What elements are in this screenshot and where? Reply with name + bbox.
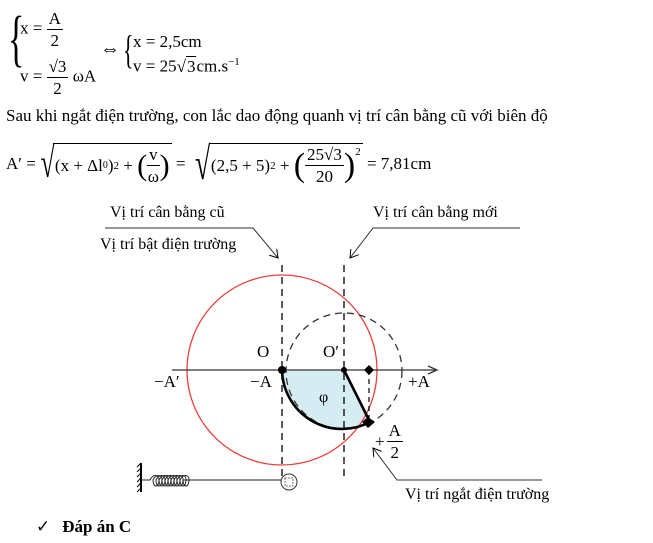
label-new-equilibrium: Vị trí cân bằng mới bbox=[373, 204, 498, 221]
paren-close: ) bbox=[343, 146, 356, 184]
square-2: 2 bbox=[270, 159, 276, 172]
denominator: 20 bbox=[315, 167, 333, 186]
plus: + bbox=[275, 155, 294, 175]
paren-open: ( bbox=[293, 146, 306, 184]
result: = 7,81cm bbox=[362, 154, 432, 173]
mass-ball bbox=[281, 474, 297, 490]
unit: cm.s bbox=[196, 56, 229, 76]
sum-term: (2,5 + 5) bbox=[210, 155, 271, 175]
label-O: O bbox=[257, 342, 270, 361]
paren-close: ) bbox=[159, 148, 170, 182]
denominator: 2 bbox=[53, 79, 62, 98]
label-field-off: Vị trí ngắt điện trường bbox=[405, 486, 550, 503]
numerator: v bbox=[149, 145, 158, 164]
denominator: ω bbox=[147, 167, 159, 186]
point-O-prime bbox=[341, 367, 347, 373]
eq-lhs: v = bbox=[20, 66, 47, 86]
left-brace: { bbox=[8, 5, 25, 73]
eq-lhs: x = bbox=[20, 18, 47, 38]
denominator: 2 bbox=[390, 443, 399, 462]
equivalence-symbol: ⇔ bbox=[100, 38, 120, 60]
numerator: A bbox=[48, 9, 61, 28]
label-pos-A: +A bbox=[408, 372, 430, 391]
omega-A: ωA bbox=[72, 66, 97, 86]
sqrt-sign-2: √ bbox=[194, 138, 210, 189]
eq-x-value: x = 2,5cm bbox=[133, 32, 202, 51]
spring bbox=[141, 476, 281, 487]
label-plus-half-A bbox=[375, 422, 403, 461]
sqrt-sign-1: √ bbox=[40, 141, 55, 187]
right-brace: { bbox=[123, 27, 134, 72]
point-neg-A bbox=[278, 366, 286, 374]
v-prefix: v = 25 bbox=[133, 56, 177, 76]
radicand: 3 bbox=[186, 56, 196, 76]
plus-sign: + bbox=[375, 431, 385, 451]
fraction-A-over-2 bbox=[387, 422, 403, 461]
explanation-paragraph: Sau khi ngắt điện trường, con lắc dao động quanh vị trí cân bằng cũ với biên độ bbox=[6, 106, 548, 125]
exponent: −1 bbox=[228, 56, 240, 68]
equals: = bbox=[171, 154, 190, 173]
square-1: 2 bbox=[113, 159, 119, 172]
label-neg-A: −A bbox=[250, 372, 272, 391]
paren-close: ) bbox=[107, 155, 114, 175]
square-3: 2 bbox=[355, 146, 361, 158]
formula-lhs: A′ = bbox=[6, 154, 36, 173]
subscript-0: 0 bbox=[102, 160, 108, 171]
label-O-prime: O′ bbox=[323, 342, 339, 361]
label-field-on: Vị trí bật điện trường bbox=[100, 236, 237, 253]
answer-line bbox=[36, 517, 131, 537]
leader-new-equilibrium bbox=[350, 228, 520, 258]
label-neg-A-prime: −A′ bbox=[154, 372, 180, 391]
x-plus-dl: (x + Δl bbox=[54, 155, 103, 175]
numerator: 25√3 bbox=[307, 145, 342, 164]
check-icon: ✓ bbox=[36, 517, 51, 536]
label-old-equilibrium: Vị trí cân bằng cũ bbox=[110, 204, 225, 221]
answer-text: Đáp án C bbox=[62, 517, 132, 536]
label-phi: φ bbox=[319, 389, 329, 406]
plus: + bbox=[118, 155, 138, 175]
point-projection bbox=[364, 365, 374, 375]
sqrt-3: √3 bbox=[176, 56, 196, 76]
numerator: √3 bbox=[48, 57, 67, 76]
numerator: A bbox=[388, 421, 401, 440]
paren-open: ( bbox=[137, 148, 148, 182]
denominator: 2 bbox=[50, 31, 59, 50]
